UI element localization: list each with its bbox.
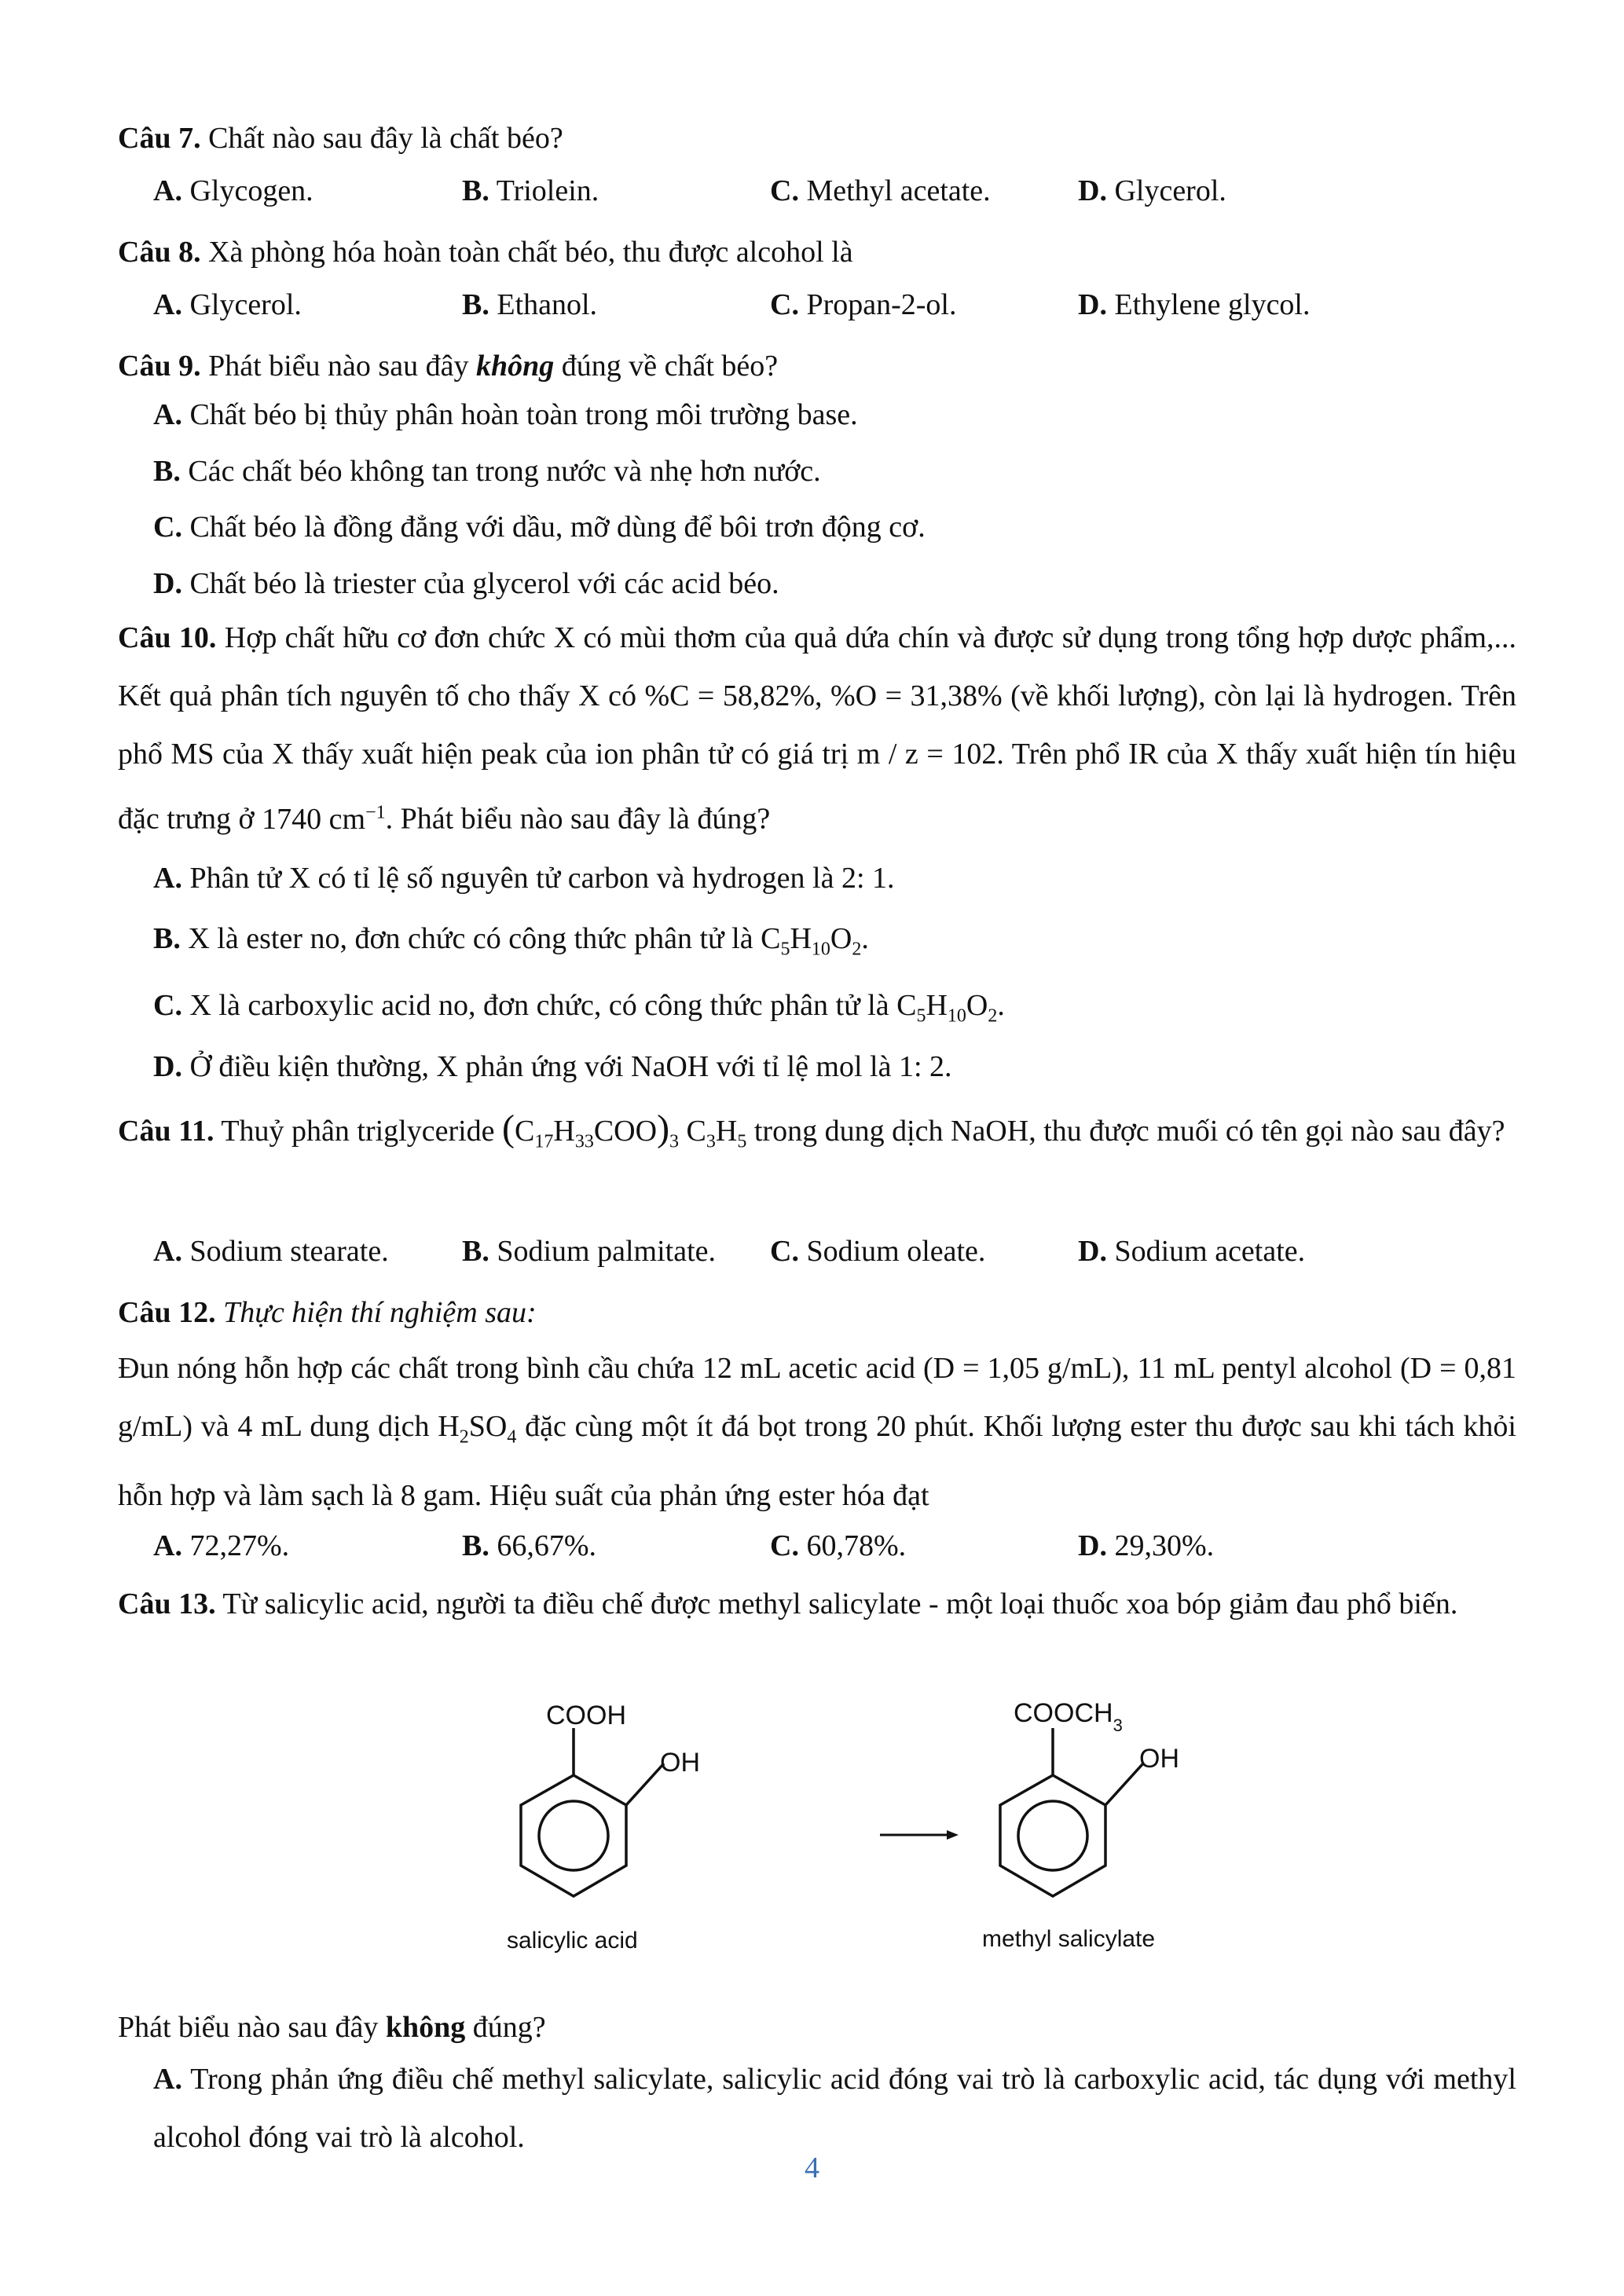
- subscript: 3: [1113, 1716, 1123, 1735]
- text-fragment: C: [761, 922, 781, 955]
- option-text: Glycogen.: [189, 174, 313, 207]
- option-key: C.: [770, 1529, 799, 1562]
- text-fragment: .: [997, 989, 1005, 1022]
- text-fragment: 1740 cm: [262, 802, 366, 836]
- text-fragment: O: [830, 922, 852, 955]
- option-key: D.: [1078, 288, 1107, 321]
- text-fragment: ): [657, 1108, 670, 1149]
- option-a: [153, 1229, 389, 1274]
- option-c: [770, 169, 991, 214]
- subscript: 3: [706, 1131, 716, 1152]
- question-stem: đúng?: [472, 2011, 546, 2044]
- page-number: 4: [805, 2151, 819, 2184]
- option-d: [153, 562, 779, 606]
- option-b: [153, 449, 821, 494]
- option-b: [462, 169, 599, 214]
- option-a: [153, 2050, 1516, 2166]
- option-text: 29,30%.: [1114, 1529, 1215, 1562]
- option-a: [153, 393, 858, 438]
- option-c: [770, 283, 956, 328]
- option-text: X là ester no, đơn chức có công thức phân tử là: [188, 922, 753, 955]
- paragraph-text: đặc cùng một ít đá bọt trong 20 phút. Khối lượng ester thu được sau khi tách khỏi hỗn hợp và làm sạch là 8 gam. Hiệu suất của phản ứng ester hóa đạt: [118, 1410, 1516, 1512]
- text-fragment: COO: [593, 1115, 658, 1148]
- math-expression: %O = 31,38%: [830, 679, 1003, 712]
- option-key: C.: [770, 288, 799, 321]
- question-13-ask: [118, 1999, 1516, 2056]
- option-b: [462, 1229, 716, 1274]
- subscript: 5: [916, 1005, 926, 1027]
- option-key: B.: [462, 1529, 489, 1562]
- question-stem: đúng về chất béo?: [561, 350, 779, 383]
- question-stem: Thuỷ phân triglyceride: [221, 1115, 495, 1148]
- subscript: 2: [459, 1426, 469, 1448]
- salicylic-acid-label: salicylic acid: [507, 1928, 638, 1954]
- question-10: [118, 609, 1516, 848]
- question-stem: Phát biểu nào sau đây: [208, 350, 469, 383]
- option-c: [153, 505, 926, 550]
- question-number: Câu 8.: [118, 236, 201, 269]
- chemical-formula: [896, 989, 998, 1027]
- question-number: Câu 12.: [118, 1296, 216, 1329]
- math-expression: [262, 803, 385, 836]
- question-12-body: [118, 1339, 1516, 1525]
- paragraph-text: Đun nóng hỗn hợp các chất trong bình cầu chứa 12 mL acetic acid (D = 1,05 g/mL), 11 mL pentyl alcohol (D = 0,81 g/mL) và 4 mL dung dịch: [118, 1352, 1516, 1443]
- chemical-formula: [761, 922, 862, 960]
- option-key: D.: [1078, 1235, 1107, 1268]
- question-12: [118, 1284, 1516, 1341]
- option-key: B.: [153, 455, 181, 488]
- option-d: [1078, 1524, 1214, 1569]
- option-b: [462, 1524, 596, 1569]
- cooh-label: COOH: [546, 1701, 626, 1730]
- reaction-arrow: [880, 1830, 959, 1840]
- math-expression: %C = 58,82%: [644, 679, 816, 712]
- subscript: 17: [534, 1131, 554, 1152]
- salicylic-acid-structure: [521, 1728, 664, 1896]
- option-text: Ethanol.: [497, 288, 598, 321]
- option-text: Sodium oleate.: [806, 1235, 986, 1268]
- methyl-salicylate-label: methyl salicylate: [982, 1926, 1156, 1952]
- subscript: 33: [574, 1131, 594, 1152]
- option-text: Trong phản ứng điều chế methyl salicylate, salicylic acid đóng vai trò là carboxylic acid, tác dụng với methyl alcohol đóng vai trò là alcohol.: [153, 2063, 1516, 2154]
- option-d: [1078, 1229, 1305, 1274]
- option-key: A.: [153, 2063, 182, 2096]
- emphasis: không: [475, 350, 555, 383]
- option-key: D.: [1078, 1529, 1107, 1562]
- option-key: C.: [153, 511, 182, 544]
- math-expression: m / z = 102: [856, 738, 997, 771]
- option-key: D.: [153, 567, 182, 600]
- text-fragment: H: [438, 1410, 460, 1443]
- subscript: 3: [669, 1131, 680, 1152]
- option-text: Methyl acetate.: [806, 174, 991, 207]
- option-key: C.: [770, 174, 799, 207]
- option-key: B.: [462, 288, 489, 321]
- option-key: B.: [462, 174, 489, 207]
- option-key: A.: [153, 398, 182, 431]
- question-number: Câu 10.: [118, 621, 217, 654]
- subscript: 5: [737, 1131, 747, 1152]
- option-text: Glycerol.: [189, 288, 302, 321]
- option-a: [153, 169, 313, 214]
- option-text: Phân tử X có tỉ lệ số nguyên tử carbon và hydrogen là 2: 1.: [189, 862, 895, 895]
- option-text: Sodium palmitate.: [497, 1235, 716, 1268]
- question-stem: . Phát biểu nào sau đây là đúng?: [385, 802, 771, 836]
- subscript: 4: [507, 1426, 517, 1448]
- option-text: Chất béo là triester của glycerol với các acid béo.: [189, 567, 779, 600]
- option-b: [462, 283, 597, 328]
- bond-line: [1105, 1763, 1143, 1805]
- subscript: 2: [988, 1005, 998, 1027]
- text-fragment: H: [790, 922, 812, 955]
- subscript: 2: [852, 939, 862, 960]
- option-text: Triolein.: [496, 174, 599, 207]
- option-key: A.: [153, 174, 182, 207]
- option-key: A.: [153, 1529, 182, 1562]
- option-key: C.: [153, 989, 182, 1022]
- option-text: Glycerol.: [1114, 174, 1226, 207]
- question-9: [118, 338, 1516, 394]
- option-key: B.: [153, 922, 181, 955]
- option-key: A.: [153, 1235, 182, 1268]
- option-a: [153, 856, 895, 901]
- oh-label: OH: [1139, 1744, 1179, 1774]
- text-fragment: H: [926, 989, 948, 1022]
- text-fragment: .: [861, 922, 869, 955]
- text-fragment: (: [502, 1108, 515, 1149]
- question-number: Câu 11.: [118, 1115, 214, 1148]
- question-stem: Xà phòng hóa hoàn toàn chất béo, thu được alcohol là: [208, 236, 853, 269]
- option-text: Propan-2-ol.: [806, 288, 957, 321]
- question-stem: (về khối lượng), còn lại là hydrogen. Trên phổ MS của X thấy xuất hiện peak của ion phân tử có giá trị: [118, 679, 1517, 771]
- oh-label: OH: [660, 1748, 700, 1778]
- question-stem: Chất nào sau đây là chất béo?: [208, 122, 563, 155]
- text-fragment: ,: [815, 679, 823, 712]
- question-stem: Thực hiện thí nghiệm sau:: [223, 1296, 537, 1329]
- option-text: 72,27%.: [189, 1529, 290, 1562]
- option-key: D.: [153, 1050, 182, 1083]
- question-number: Câu 7.: [118, 122, 201, 155]
- option-d: [1078, 169, 1226, 214]
- option-key: D.: [1078, 174, 1107, 207]
- benzene-ring: [521, 1775, 626, 1896]
- option-text: Ở điều kiện thường, X phản ứng với NaOH với tỉ lệ mol là 1: 2.: [189, 1050, 952, 1083]
- subscript: 10: [811, 939, 830, 960]
- option-text: Ethylene glycol.: [1114, 288, 1311, 321]
- option-text: Sodium acetate.: [1114, 1235, 1306, 1268]
- text-fragment: C: [896, 989, 917, 1022]
- option-text: X là carboxylic acid no, đơn chức, có công thức phân tử là: [189, 989, 889, 1022]
- reaction-figure: [471, 1689, 1296, 1987]
- cooch3-label: [1014, 1698, 1123, 1735]
- text-fragment: C: [515, 1115, 535, 1148]
- option-a: [153, 1524, 289, 1569]
- option-key: B.: [462, 1235, 489, 1268]
- option-text: Chất béo là đồng đẳng với dầu, mỡ dùng để bôi trơn động cơ.: [189, 511, 926, 544]
- option-c: [153, 983, 1005, 1031]
- superscript: −1: [365, 802, 386, 822]
- aromatic-circle: [539, 1801, 608, 1870]
- question-11: [118, 1100, 1516, 1171]
- bond-line: [626, 1763, 664, 1805]
- question-stem: Từ salicylic acid, người ta điều chế được methyl salicylate - một loại thuốc xoa bóp giảm đau phổ biến.: [222, 1587, 1458, 1620]
- question-number: Câu 9.: [118, 350, 201, 383]
- option-c: [770, 1524, 906, 1569]
- option-text: 60,78%.: [806, 1529, 907, 1562]
- chemical-formula: [438, 1410, 517, 1448]
- option-key: A.: [153, 862, 182, 895]
- question-stem: Hợp chất hữu cơ đơn chức X có mùi thơm của quả dứa chín và được sử dụng trong tổng hợp dược phẩm,... Kết quả phân tích nguyên tố cho thấy X có: [118, 621, 1517, 712]
- methyl-salicylate-structure: [1000, 1728, 1143, 1896]
- option-d: [1078, 283, 1311, 328]
- text-fragment: C: [686, 1115, 706, 1148]
- emphasis: không: [385, 2011, 466, 2044]
- option-c: [770, 1229, 985, 1274]
- text-fragment: COOCH: [1014, 1698, 1113, 1728]
- question-number: Câu 13.: [118, 1587, 216, 1620]
- question-13: [118, 1575, 1516, 1633]
- question-stem: . Trên phổ IR của X thấy xuất hiện tín hiệu đặc trưng ở: [118, 738, 1517, 836]
- option-b: [153, 917, 869, 964]
- option-text: 66,67%.: [497, 1529, 597, 1562]
- benzene-ring: [1000, 1775, 1105, 1896]
- question-8: [118, 224, 1516, 280]
- aromatic-circle: [1018, 1801, 1087, 1870]
- text-fragment: SO: [468, 1410, 508, 1443]
- subscript: 10: [947, 1005, 966, 1027]
- question-stem: Phát biểu nào sau đây: [118, 2011, 379, 2044]
- subscript: 5: [780, 939, 790, 960]
- question-stem: trong dung dịch NaOH, thu được muối có tên gọi nào sau đây?: [753, 1115, 1505, 1148]
- text-fragment: H: [715, 1115, 738, 1148]
- text-fragment: H: [553, 1115, 575, 1148]
- option-text: Các chất béo không tan trong nước và nhẹ hơn nước.: [188, 455, 821, 488]
- option-key: A.: [153, 288, 182, 321]
- option-a: [153, 283, 302, 328]
- option-key: C.: [770, 1235, 799, 1268]
- chemical-formula: [502, 1108, 747, 1152]
- text-fragment: O: [966, 989, 988, 1022]
- option-text: Chất béo bị thủy phân hoàn toàn trong môi trường base.: [189, 398, 858, 431]
- question-7: [118, 110, 1516, 167]
- option-text: Sodium stearate.: [189, 1235, 389, 1268]
- option-d: [153, 1045, 952, 1089]
